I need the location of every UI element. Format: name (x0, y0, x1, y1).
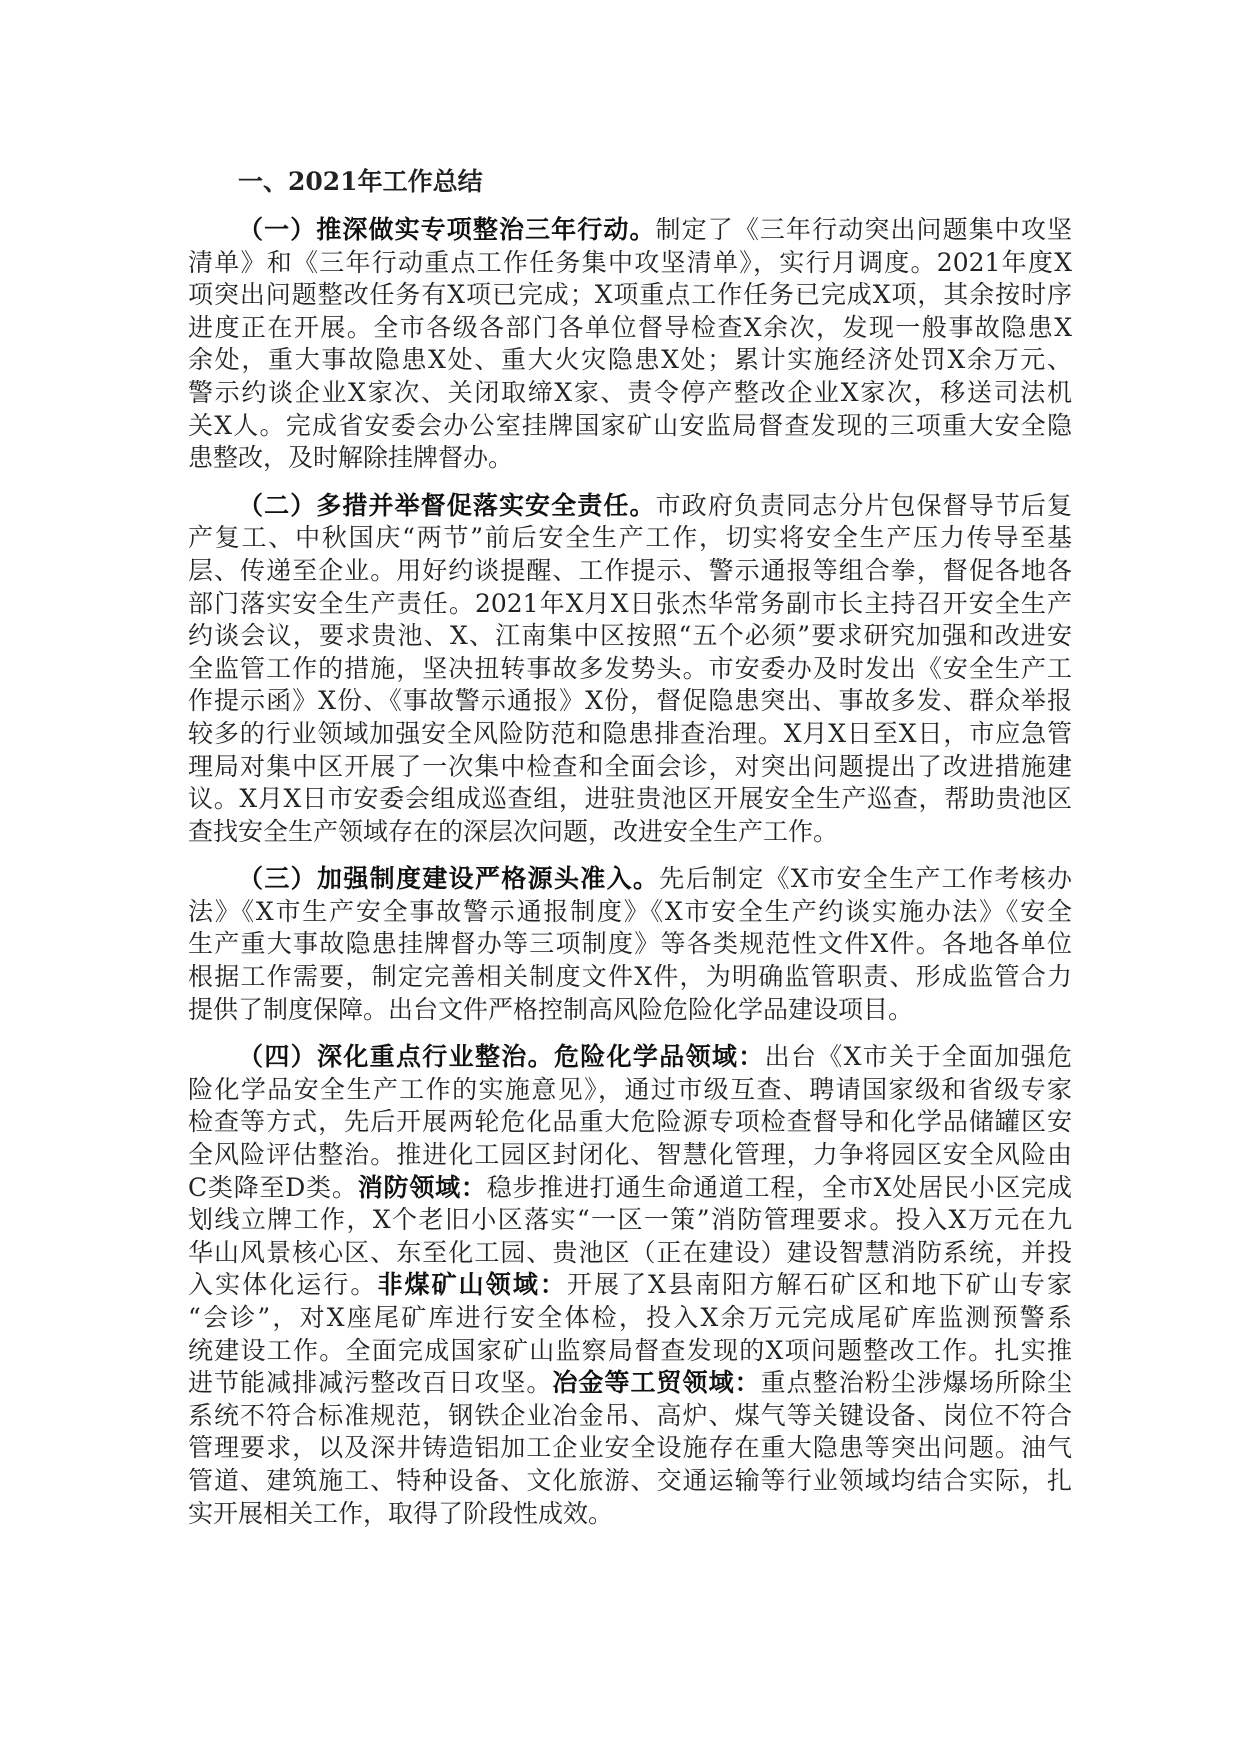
body-text: 患整改，及时解除挂牌督办。 (188, 443, 514, 473)
text-line (188, 751, 1072, 784)
body-text: 管理要求，以及深井铸造铝加工企业安全设施存在重大隐患等突出问题。油气 (188, 1433, 1072, 1463)
paragraph (188, 863, 1072, 1026)
body-text: 管道、建筑施工、特种设备、文化旅游、交通运输等行业领域均结合实际，扎 (188, 1465, 1072, 1495)
body-text: 划线立牌工作，X个老旧小区落实“一区一策”消防管理要求。投入X万元在九 (188, 1205, 1072, 1235)
paragraph (188, 490, 1072, 849)
text-line (188, 1139, 1072, 1172)
text-line (188, 1432, 1072, 1465)
body-text: 警示约谈企业X家次、关闭取缔X家、责令停产整改企业X家次，移送司法机 (188, 377, 1072, 407)
text-line (188, 588, 1072, 621)
body-text: 生产重大事故隐患挂牌督办等三项制度》等各类规范性文件X件。各地各单位 (188, 929, 1072, 959)
body-text: 险化学品安全生产工作的实施意见》，通过市级互查、聘请国家级和省级专家 (188, 1074, 1072, 1104)
bold-lead-text: （三）加强制度建设严格源头准入。 (238, 864, 660, 894)
text-line (188, 312, 1072, 345)
text-line (188, 1335, 1072, 1368)
document-body (188, 214, 1072, 1530)
body-text: 理局对集中区开展了一次集中检查和全面会诊，对突出问题提出了改进措施建 (188, 751, 1072, 781)
text-line (188, 279, 1072, 312)
body-text: 提供了制度保障。出台文件严格控制高风险危险化学品建设项目。 (188, 994, 914, 1024)
body-text: 开展了X县南阳方解石矿区和地下矿山专家 (566, 1270, 1072, 1300)
text-line (188, 994, 1072, 1027)
body-text: 稳步推进打通生命通道工程，全市X处居民小区完成 (486, 1172, 1072, 1202)
text-line (188, 377, 1072, 410)
bold-lead-text: （四）深化重点行业整治。危险化学品领域： (238, 1042, 765, 1072)
body-text: 层、传递至企业。用好约谈提醒、工作提示、警示通报等组合拳，督促各地各 (188, 555, 1072, 585)
section-heading: 一、2021年工作总结 (238, 167, 483, 196)
text-line (188, 1237, 1072, 1270)
body-text: 进节能减排减污整改百日攻坚。 (188, 1368, 553, 1398)
text-line (188, 961, 1072, 994)
paragraph (188, 214, 1072, 475)
bold-lead-text: 消防领域： (357, 1172, 487, 1202)
body-text: 产复工、中秋国庆“两节”前后安全生产工作，切实将安全生产压力传导至基 (188, 523, 1072, 553)
body-text: 议。X月X日市安委会组成巡查组，进驻贵池区开展安全生产巡查，帮助贵池区 (188, 784, 1072, 814)
text-line (188, 1269, 1072, 1302)
text-line (188, 653, 1072, 686)
text-line (188, 522, 1072, 555)
body-text: 项突出问题整改任务有X项已完成；X项重点工作任务已完成X项，其余按时序 (188, 280, 1072, 310)
text-line (188, 555, 1072, 588)
body-text: 清单》和《三年行动重点工作任务集中攻坚清单》，实行月调度。2021年度X (188, 247, 1072, 277)
body-text: 检查等方式，先后开展两轮危化品重大危险源专项检查督导和化学品储罐区安 (188, 1107, 1072, 1137)
body-text: 出台《X市关于全面加强危 (764, 1042, 1072, 1072)
body-text: 实开展相关工作，取得了阶段性成效。 (188, 1498, 614, 1528)
text-line (188, 1106, 1072, 1139)
text-line (188, 1172, 1072, 1205)
text-line (188, 344, 1072, 377)
document-page (188, 166, 1072, 1530)
body-text: 查找安全生产领域存在的深层次问题，改进安全生产工作。 (188, 816, 839, 846)
text-line (188, 1074, 1072, 1107)
text-line (188, 1302, 1072, 1335)
text-line (188, 442, 1072, 475)
body-text: 市政府负责同志分片包保督导节后复 (655, 490, 1072, 520)
text-line (188, 1465, 1072, 1498)
body-text: 关X人。完成省安委会办公室挂牌国家矿山安监局督查发现的三项重大安全隐 (188, 410, 1072, 440)
text-line (188, 620, 1072, 653)
body-text: 先后制定《X市安全生产工作考核办 (659, 864, 1072, 894)
text-line (188, 1400, 1072, 1433)
text-line (188, 896, 1072, 929)
body-text: 华山风景核心区、东至化工园、贵池区（正在建设）建设智慧消防系统，并投 (188, 1237, 1072, 1267)
body-text: “会诊”，对X座尾矿库进行安全体检，投入X余万元完成尾矿库监测预警系 (188, 1303, 1072, 1332)
body-text: 约谈会议，要求贵池、X、江南集中区按照“五个必须”要求研究加强和改进安 (188, 621, 1072, 651)
text-line (188, 863, 1072, 896)
body-text: 统建设工作。全面完成国家矿山监察局督查发现的X项问题整改工作。扎实推 (188, 1335, 1072, 1365)
text-line (188, 1041, 1072, 1074)
text-line (188, 214, 1072, 247)
bold-lead-text: 冶金等工贸领域： (552, 1368, 761, 1398)
text-line (188, 490, 1072, 523)
text-line (188, 718, 1072, 751)
text-line (188, 410, 1072, 443)
body-text: 制定了《三年行动突出问题集中攻坚 (655, 215, 1072, 244)
bold-lead-text: （二）多措并举督促落实安全责任。 (238, 490, 656, 520)
text-line (188, 247, 1072, 280)
body-text: 系统不符合标准规范，钢铁企业冶金吊、高炉、煤气等关键设备、岗位不符合 (188, 1400, 1072, 1430)
paragraph (188, 1041, 1072, 1530)
body-text: 根据工作需要，制定完善相关制度文件X件，为明确监管职责、形成监管合力 (188, 962, 1072, 992)
body-text: 进度正在开展。全市各级各部门各单位督导检查X余次，发现一般事故隐患X (188, 312, 1072, 342)
bold-lead-text: 非煤矿山领域： (377, 1270, 567, 1300)
body-text: 余处，重大事故隐患X处、重大火灾隐患X处；累计实施经济处罚X余万元、 (188, 345, 1072, 375)
body-text: C类降至D类。 (188, 1172, 358, 1202)
body-text: 全监管工作的措施，坚决扭转事故多发势头。市安委办及时发出《安全生产工 (188, 653, 1072, 683)
text-line (188, 783, 1072, 816)
body-text: 作提示函》X份、《事故警示通报》X份，督促隐患突出、事故多发、群众举报 (188, 686, 1072, 716)
body-text: 部门落实安全生产责任。2021年X月X日张杰华常务副市长主持召开安全生产 (188, 588, 1072, 618)
body-text: 入实体化运行。 (188, 1270, 378, 1300)
body-text: 全风险评估整治。推进化工园区封闭化、智慧化管理，力争将园区安全风险由 (188, 1140, 1072, 1170)
text-line (188, 685, 1072, 718)
body-text: 法》《X市生产安全事故警示通报制度》《X市安全生产约谈实施办法》《安全 (188, 896, 1072, 926)
text-line (188, 928, 1072, 961)
text-line (188, 1204, 1072, 1237)
text-line (188, 816, 1072, 849)
text-line (188, 1367, 1072, 1400)
body-text: 较多的行业领域加强安全风险防范和隐患排查治理。X月X日至X日，市应急管 (188, 718, 1072, 748)
text-line (188, 1498, 1072, 1531)
body-text: 重点整治粉尘涉爆场所除尘 (760, 1368, 1072, 1398)
bold-lead-text: （一）推深做实专项整治三年行动。 (238, 215, 656, 244)
